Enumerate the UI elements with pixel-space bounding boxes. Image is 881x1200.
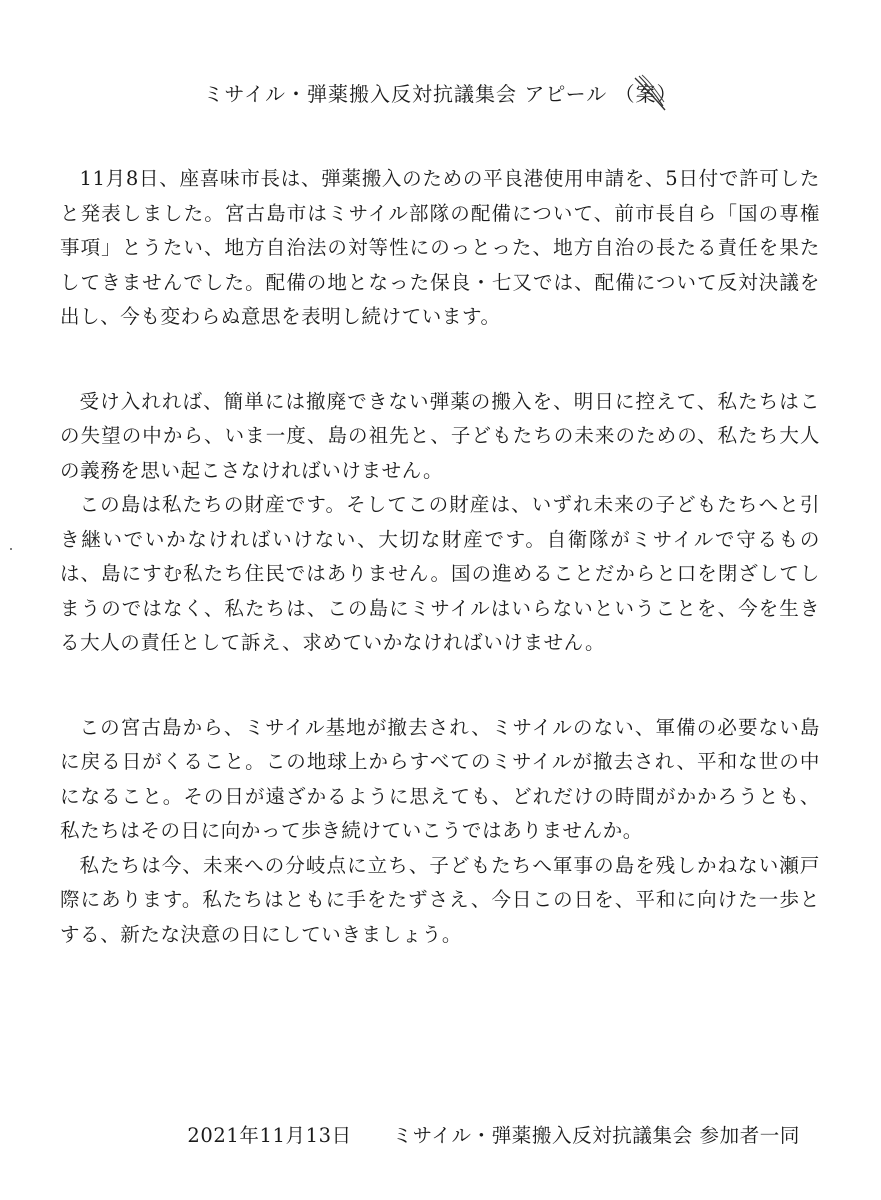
title-main: ミサイル・弾薬搬入反対抗議集会 アピール	[203, 82, 608, 106]
document-title	[0, 78, 881, 110]
paragraph-5: 私たちは今、未来への分岐点に立ち、子どもたちへ軍事の島を残しかねない瀬戸際にあります。私たちはともに手をたずさえ、今日この日を、平和に向けた一歩とする、新たな決意の日にしていきましょう。	[60, 853, 820, 946]
paragraph-gap	[60, 661, 820, 711]
footer-signature: ミサイル・弾薬搬入反対抗議集会 参加者一同	[392, 1124, 800, 1147]
paragraph-2: 受け入れれば、簡単には撤廃できない弾薬の搬入を、明日に控えて、私たちはこの失望の中から、いま一度、島の祖先と、子どもたちの未来のための、私たち大人の義務を思い起こさなければいけません。	[60, 389, 820, 482]
footer-date: 2021年11月13日	[187, 1124, 352, 1147]
title-suffix	[615, 78, 678, 110]
title-suffix-text: （案）	[614, 82, 678, 106]
paragraph-4: この宮古島から、ミサイル基地が撤去され、ミサイルのない、軍備の必要ない島に戻る日がくること。この地球上からすべてのミサイルが撤去され、平和な世の中になること。その日が遠ざかるように思えても、どれだけの時間がかかろうとも、私たちはその日に向かって歩き続けていこうではありませんか。	[60, 715, 820, 842]
paragraph-1: 11月8日、座喜味市長は、弾薬搬入のための平良港使用申請を、5日付で許可したと発表しました。宮古島市はミサイル部隊の配備について、前市長自ら「国の専権事項」とうたい、地方自治法の対等性にのっとった、地方自治の長たる責任を果たしてきませんでした。配備の地となった保良・七又では、配備について反対決議を出し、今も変わらぬ意思を表明し続けています。	[60, 167, 820, 328]
paragraph-3: この島は私たちの財産です。そしてこの財産は、いずれ未来の子どもたちへと引き継いでいかなければいけない、大切な財産です。自衛隊がミサイルで守るものは、島にすむ私たち住民ではありません。国の進めることだからと口を閉ざしてしまうのではなく、私たちは、この島にミサイルはいらないということを、今を生きる大人の責任として訴え、求めていかなければいけません。	[60, 493, 820, 654]
margin-speck	[10, 548, 12, 550]
paragraph-gap	[60, 335, 820, 385]
document-body	[60, 162, 820, 952]
document-footer	[0, 1120, 800, 1152]
